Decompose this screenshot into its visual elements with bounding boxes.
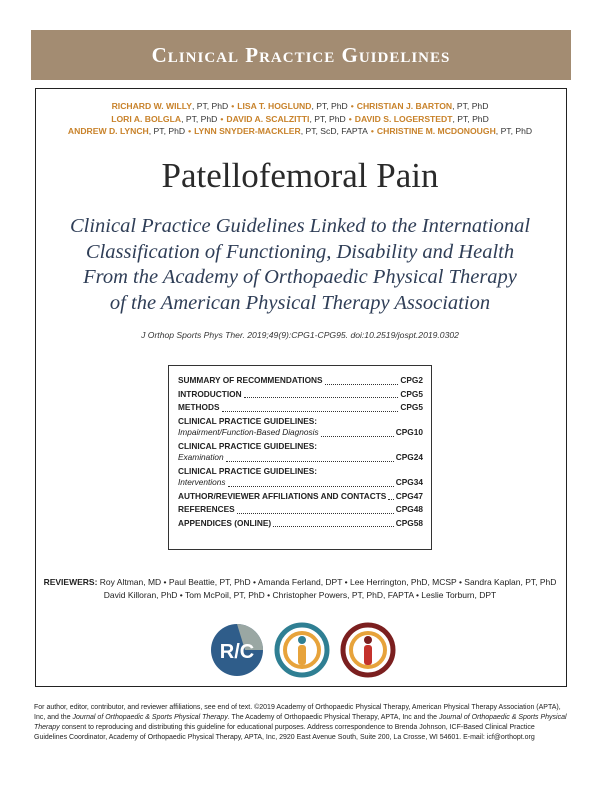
footnote bbox=[34, 703, 568, 743]
author-credentials: , PT, PhD bbox=[495, 126, 533, 136]
toc-label: APPENDICES (ONLINE) bbox=[178, 517, 272, 528]
figure-body-icon bbox=[364, 645, 372, 665]
author-name: LYNN SNYDER-MACKLER bbox=[194, 126, 301, 136]
author-name: LORI A. BOLGLA bbox=[111, 113, 182, 124]
bullet-separator: • bbox=[370, 126, 374, 136]
academy-logo-teal bbox=[274, 622, 330, 678]
toc-leader-dots bbox=[228, 485, 394, 487]
toc-row bbox=[178, 504, 423, 516]
figure-body-icon bbox=[298, 645, 306, 665]
toc-row bbox=[178, 477, 423, 489]
toc-entry bbox=[178, 402, 423, 414]
bullet-separator: • bbox=[350, 101, 354, 111]
toc-page-number: CPG5 bbox=[400, 402, 423, 412]
toc-entry bbox=[178, 518, 423, 530]
bullet-separator: • bbox=[348, 113, 352, 124]
toc-label: Impairment/Function-Based Diagnosis bbox=[178, 427, 319, 437]
author-credentials: , PT, ScD, FAPTA bbox=[300, 126, 368, 136]
toc-leader-dots bbox=[273, 525, 394, 527]
toc-row bbox=[178, 491, 423, 503]
toc-entry bbox=[178, 389, 423, 401]
bullet-separator: • bbox=[188, 126, 192, 136]
toc-row bbox=[178, 389, 423, 401]
document-title: Patellofemoral Pain bbox=[161, 156, 439, 195]
subtitle-line: Clinical Practice Guidelines Linked to the International bbox=[69, 215, 531, 237]
author-credentials: , PT, PhD bbox=[181, 113, 218, 124]
bullet-separator: • bbox=[231, 101, 235, 111]
toc-label: Examination bbox=[178, 452, 224, 462]
toc-leader-dots bbox=[237, 512, 394, 514]
toc-page-number: CPG24 bbox=[395, 452, 423, 462]
footnote-mid: . The Academy of Orthopaedic Physical Therapy, APTA, Inc and the bbox=[227, 714, 439, 721]
reviewers-label: REVIEWERS: bbox=[43, 577, 98, 587]
toc-section-heading: CLINICAL PRACTICE GUIDELINES: bbox=[178, 465, 318, 476]
toc-entry bbox=[178, 504, 423, 516]
toc-row bbox=[178, 402, 423, 414]
figure-head-icon bbox=[298, 636, 306, 644]
toc-leader-dots bbox=[321, 435, 394, 437]
journal-name: Journal of Orthopaedic & Sports Physical Therapy bbox=[34, 714, 567, 731]
header-banner bbox=[31, 30, 571, 80]
toc-label: SUMMARY OF RECOMMENDATIONS bbox=[178, 375, 323, 385]
subtitle-line: of the American Physical Therapy Association bbox=[109, 291, 491, 314]
toc-label: REFERENCES bbox=[178, 504, 235, 514]
author-line bbox=[40, 125, 560, 138]
author-name: DAVID S. LOGERSTEDT bbox=[354, 113, 453, 124]
toc-page-number: CPG5 bbox=[400, 388, 423, 399]
reviewers-names-1: Roy Altman, MD • Paul Beattie, PT, PhD • Amanda Ferland, DPT • Lee Herrington, PhD, MCSP • Sandra Kaplan, PT, PhD bbox=[99, 577, 557, 587]
author-name: DAVID A. SCALZITTI bbox=[226, 113, 310, 124]
footnote-tail: consent to reproducing and distributing this guideline for educational purposes. Address correspondence to Brenda Johnson, ICF-Based Clinical Practice Guidelines Coordinator, Academy of Orthopaedic Physical Therapy, APTA, Inc, 2920 East Avenue South, Suite 200, La Crosse, WI 54601. E-mail: icf@orthopt.org bbox=[34, 724, 535, 741]
author-line bbox=[40, 113, 560, 126]
toc-leader-dots bbox=[244, 396, 399, 398]
reviewers-line-1 bbox=[40, 576, 560, 589]
journal-name: Journal of Orthopaedic & Sports Physical Therapy bbox=[72, 714, 228, 721]
author-credentials: , PT, PhD bbox=[148, 126, 186, 136]
toc-entry bbox=[178, 466, 423, 489]
reviewers bbox=[40, 576, 560, 601]
toc-page-number: CPG10 bbox=[395, 427, 423, 437]
toc-row bbox=[178, 452, 423, 464]
bullet-separator: • bbox=[220, 113, 224, 124]
toc-page-number: CPG58 bbox=[395, 517, 423, 528]
toc-entry bbox=[178, 416, 423, 439]
author-credentials: , PT, PhD bbox=[311, 101, 348, 111]
banner-title: Clinical Practice Guidelines bbox=[151, 42, 451, 67]
toc-page-number: CPG34 bbox=[395, 477, 423, 487]
toc-section-heading: CLINICAL PRACTICE GUIDELINES: bbox=[178, 440, 318, 451]
author-name: RICHARD W. WILLY bbox=[111, 101, 192, 111]
document-subtitle bbox=[50, 214, 550, 316]
toc-page-number: CPG2 bbox=[400, 375, 423, 385]
author-credentials: , PT, PhD bbox=[309, 113, 346, 124]
toc-row bbox=[178, 375, 423, 387]
author-list bbox=[40, 100, 560, 138]
rc-logo-text: R/C bbox=[219, 641, 255, 663]
toc-entry bbox=[178, 491, 423, 503]
subtitle-line: From the Academy of Orthopaedic Physical Therapy bbox=[83, 266, 517, 288]
figure-head-icon bbox=[364, 636, 372, 644]
citation: J Orthop Sports Phys Ther. 2019;49(9):CPG1-CPG95. doi:10.2519/jospt.2019.0302 bbox=[141, 330, 459, 340]
toc-section-heading: CLINICAL PRACTICE GUIDELINES: bbox=[178, 415, 318, 426]
author-credentials: , PT, PhD bbox=[452, 113, 489, 124]
author-name: LISA T. HOGLUND bbox=[237, 101, 312, 111]
toc-leader-dots bbox=[388, 498, 393, 500]
toc-label: INTRODUCTION bbox=[178, 388, 242, 399]
toc-page-number: CPG47 bbox=[395, 490, 423, 501]
toc-row bbox=[178, 427, 423, 439]
author-line bbox=[40, 100, 560, 113]
author-credentials: , PT, PhD bbox=[191, 101, 229, 111]
toc-leader-dots bbox=[222, 410, 399, 412]
author-name: CHRISTINE M. MCDONOUGH bbox=[376, 126, 496, 136]
toc-leader-dots bbox=[226, 460, 394, 462]
toc-label: Interventions bbox=[178, 477, 226, 487]
toc-label: METHODS bbox=[178, 402, 220, 412]
table-of-contents bbox=[168, 365, 432, 550]
author-credentials: , PT, PhD bbox=[452, 101, 489, 111]
logo-row bbox=[0, 622, 602, 678]
toc-page-number: CPG48 bbox=[395, 504, 423, 514]
toc-entry bbox=[178, 375, 423, 387]
author-name: CHRISTIAN J. BARTON bbox=[356, 101, 453, 111]
toc-entry bbox=[178, 441, 423, 464]
academy-logo-maroon bbox=[340, 622, 396, 678]
footnote-lead: For author, editor, contributor, and reviewer affiliations, see end of text. ©2019 Academy of Orthopaedic Physical Therapy, American Physical Therapy Association (APTA), Inc, and the bbox=[34, 704, 561, 721]
rc-logo bbox=[209, 622, 265, 678]
subtitle-line: Classification of Functioning, Disability and Health bbox=[85, 240, 515, 263]
author-name: ANDREW D. LYNCH bbox=[67, 126, 149, 136]
reviewers-names-2: David Killoran, PhD • Tom McPoil, PT, PhD • Christopher Powers, PT, PhD, FAPTA • Leslie Torburn, DPT bbox=[103, 589, 497, 600]
toc-row bbox=[178, 518, 423, 530]
toc-label: AUTHOR/REVIEWER AFFILIATIONS AND CONTACTS bbox=[178, 490, 387, 501]
toc-leader-dots bbox=[325, 383, 399, 385]
